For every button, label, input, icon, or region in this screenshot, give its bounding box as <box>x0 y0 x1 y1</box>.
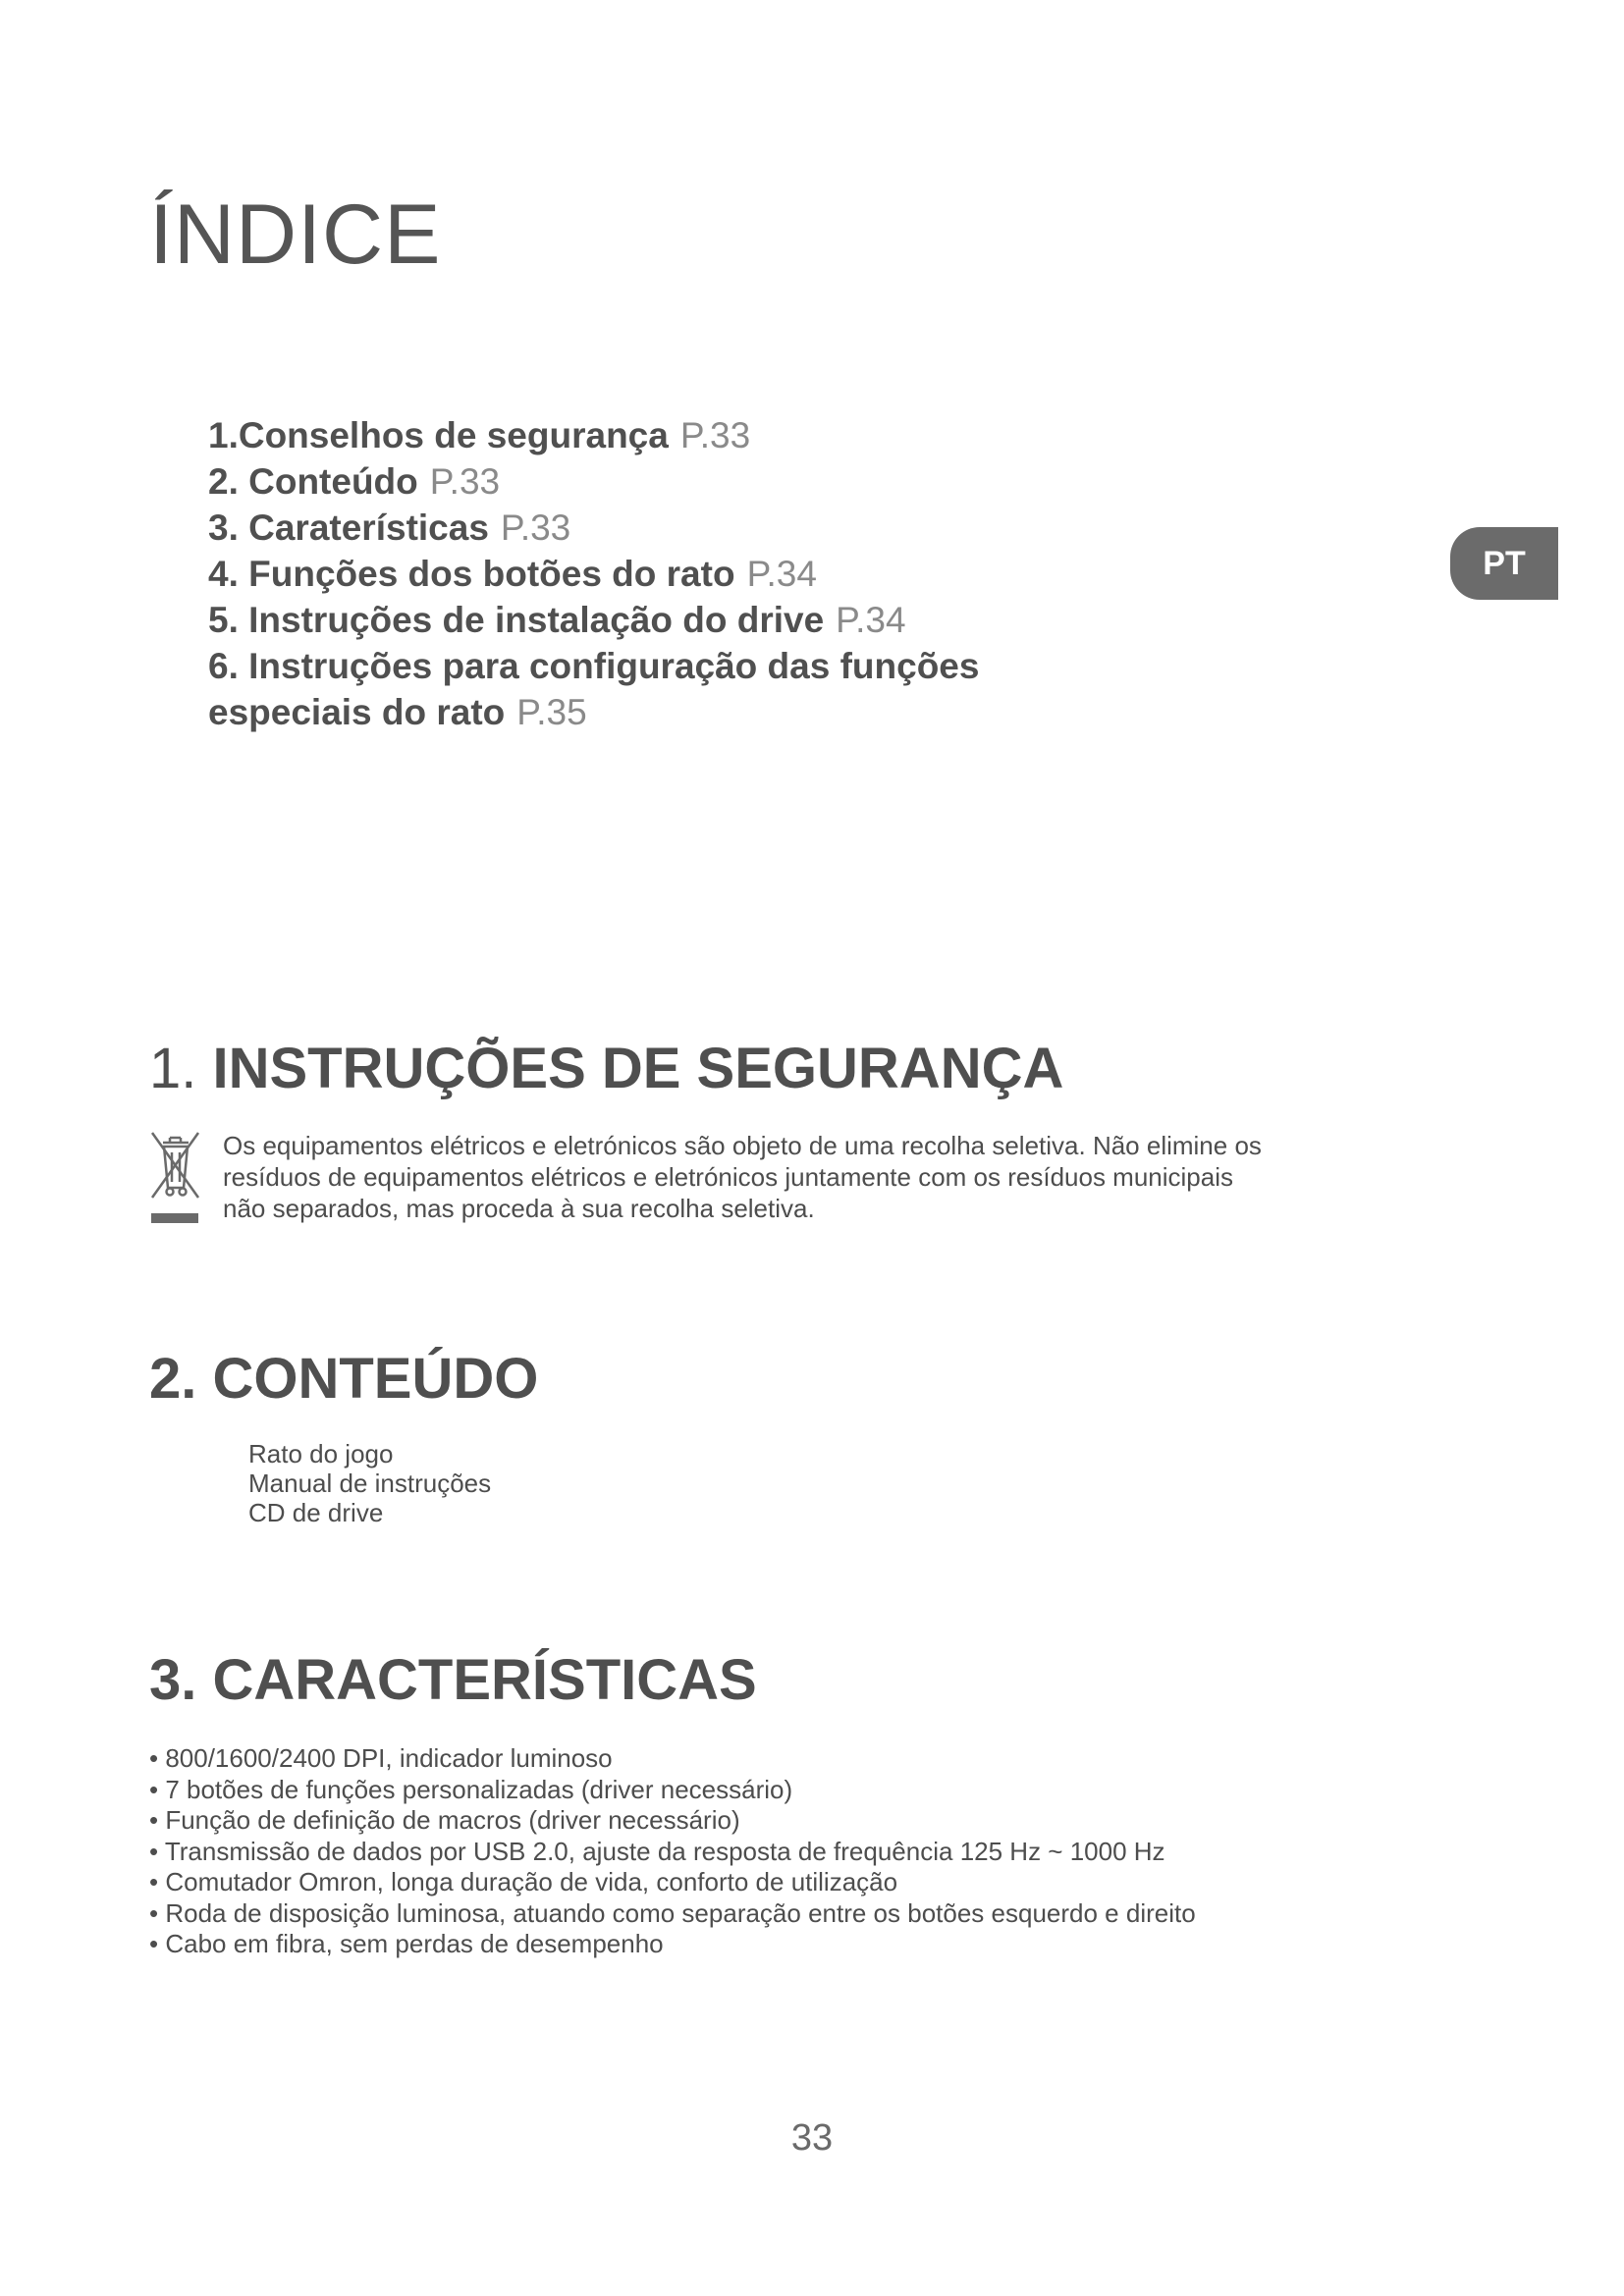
list-item: • Roda de disposição luminosa, atuando como separação entre os botões esquerdo e direito <box>149 1897 1196 1928</box>
section-title-features: 3. CARACTERÍSTICAS <box>149 1648 757 1712</box>
safety-line: resíduos de equipamentos elétricos e eletrónicos juntamente com os resíduos municipais <box>223 1162 1233 1192</box>
toc-item[interactable] <box>208 643 1170 689</box>
toc-item-page: P.33 <box>429 461 501 502</box>
toc-item[interactable] <box>208 597 1170 643</box>
toc-item[interactable] <box>208 412 1170 458</box>
list-item: CD de drive <box>248 1498 384 1527</box>
language-tab: PT <box>1450 527 1558 600</box>
toc-item-label: 4. Funções dos botões do rato <box>208 554 735 594</box>
section-number: 1. <box>149 1037 197 1100</box>
toc-item[interactable] <box>208 689 1170 735</box>
toc-item-label: 1.Conselhos de segurança <box>208 415 669 455</box>
list-item: Rato do jogo <box>248 1439 394 1468</box>
list-item: • Transmissão de dados por USB 2.0, ajuste da resposta de frequência 125 Hz ~ 1000 Hz <box>149 1836 1165 1866</box>
section-title-safety <box>149 1037 1064 1100</box>
toc-item-page: P.34 <box>746 554 817 594</box>
toc-item[interactable] <box>208 505 1170 551</box>
table-of-contents <box>208 412 1170 735</box>
list-item: • Função de definição de macros (driver necessário) <box>149 1805 740 1835</box>
safety-paragraph <box>223 1130 1401 1224</box>
list-item: • Cabo em fibra, sem perdas de desempenho <box>149 1929 664 1958</box>
toc-item-label: especiais do rato <box>208 692 506 732</box>
toc-item-label: 5. Instruções de instalação do drive <box>208 600 825 640</box>
page-number: 33 <box>790 2117 834 2159</box>
toc-item-page: P.35 <box>516 692 587 732</box>
toc-item-page: P.33 <box>500 507 571 548</box>
toc-item-label: 2. Conteúdo <box>208 461 418 502</box>
toc-item-page: P.34 <box>836 600 906 640</box>
list-item: • Comutador Omron, longa duração de vida, conforto de utilização <box>149 1867 898 1896</box>
list-item: Manual de instruções <box>248 1468 492 1498</box>
list-item: • 7 botões de funções personalizadas (driver necessário) <box>149 1774 793 1804</box>
toc-item-label: 3. Caraterísticas <box>208 507 489 548</box>
safety-line: Os equipamentos elétricos e eletrónicos são objeto de uma recolha seletiva. Não elimine os <box>223 1131 1262 1160</box>
list-item: • 800/1600/2400 DPI, indicador luminoso <box>149 1743 613 1773</box>
section-title-contents: 2. CONTEÚDO <box>149 1347 539 1411</box>
section-title-text: INSTRUÇÕES DE SEGURANÇA <box>212 1037 1064 1100</box>
index-title: ÍNDICE <box>149 187 442 282</box>
features-list <box>149 1743 1426 1960</box>
toc-item-page: P.33 <box>679 415 751 455</box>
toc-item[interactable] <box>208 551 1170 597</box>
toc-item[interactable] <box>208 458 1170 505</box>
toc-item-label: 6. Instruções para configuração das funções <box>208 646 980 686</box>
weee-crossed-bin-icon <box>149 1129 200 1227</box>
safety-line: não separados, mas proceda à sua recolha seletiva. <box>223 1194 815 1223</box>
contents-list <box>248 1439 491 1527</box>
